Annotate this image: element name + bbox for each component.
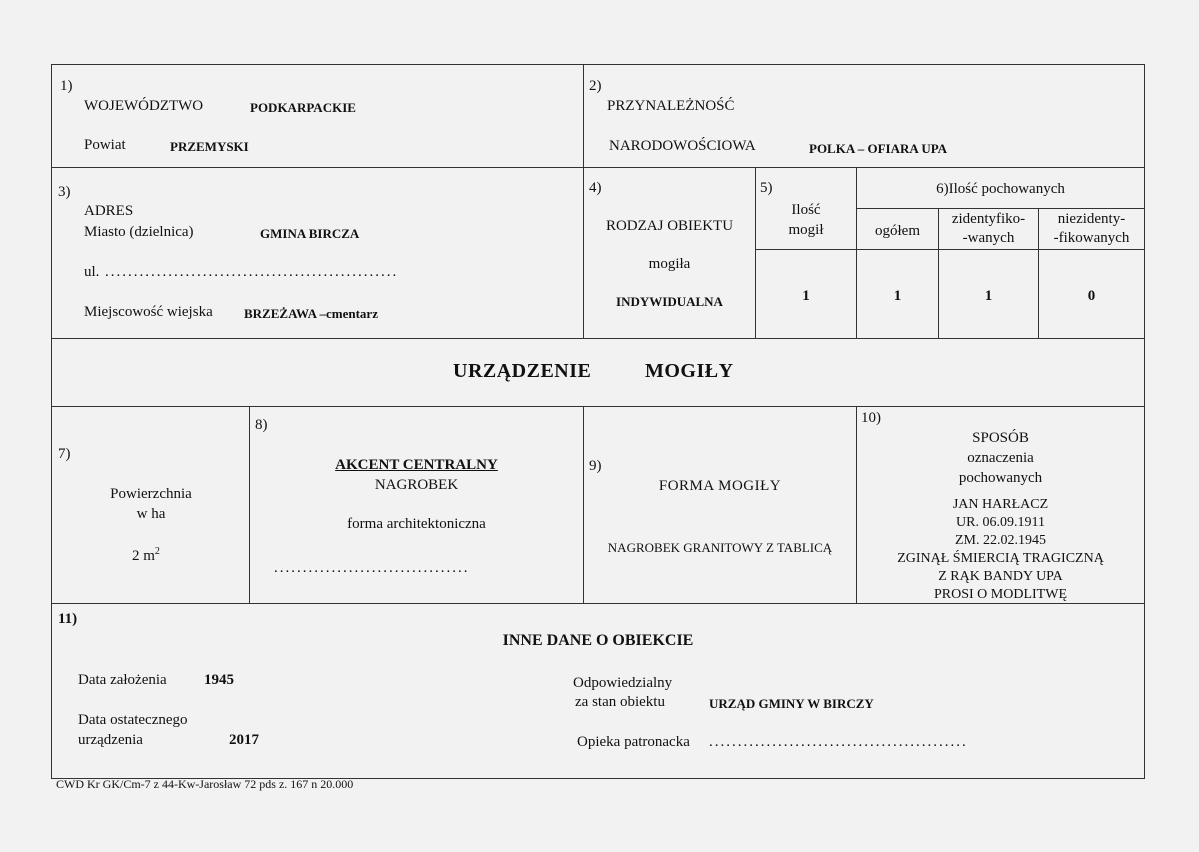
- ul-dots: ...................................................: [105, 264, 399, 280]
- powierzchnia-line1: Powierzchnia: [110, 486, 192, 502]
- section4-number: 4): [589, 180, 602, 196]
- section11-number: 11): [58, 611, 78, 627]
- col-divider-8-9: [583, 406, 584, 603]
- section8-dots: ..................................: [274, 560, 470, 576]
- row-divider-3: [52, 406, 1144, 407]
- forma-mogily-value: NAGROBEK GRANITOWY Z TABLICĄ: [607, 540, 833, 555]
- powierzchnia-number: 2 m: [132, 548, 155, 564]
- narodowosc-label-line2: NARODOWOŚCIOWA: [609, 138, 756, 154]
- powiat-label: Powiat: [84, 137, 126, 153]
- sposob-line3: pochowanych: [958, 470, 1043, 486]
- miejscowosc-value: BRZEŻAWA –cmentarz: [244, 306, 378, 321]
- adres-label: ADRES: [84, 203, 134, 219]
- pochowany-died: ZM. 22.02.1945: [955, 533, 1046, 548]
- col-ogolem: ogółem: [875, 223, 920, 239]
- section7-number: 7): [58, 446, 71, 462]
- niezidentyfikowanych-value: 0: [1087, 288, 1096, 304]
- ilosc-mogil-value: 1: [802, 288, 810, 304]
- odpowiedzialny-value: URZĄD GMINY W BIRCZY: [709, 696, 874, 711]
- powierzchnia-exponent: 2: [154, 546, 160, 557]
- miasto-label: Miasto (dzielnica): [84, 224, 194, 240]
- powierzchnia-value: [132, 543, 160, 565]
- wojewodztwo-label: WOJEWÓDZTWO: [84, 98, 204, 114]
- narodowosc-value: POLKA – OFIARA UPA: [809, 141, 948, 156]
- akcent-centralny-title: AKCENT CENTRALNY: [335, 457, 498, 473]
- col-divider-4-5: [755, 167, 756, 338]
- heading-urzadzenie: URZĄDZENIE: [453, 360, 592, 382]
- data-ostatecznego-label1: Data ostatecznego: [78, 712, 188, 728]
- wojewodztwo-value: PODKARPACKIE: [250, 100, 356, 115]
- data-zalozenia-label: Data założenia: [78, 672, 167, 688]
- section2-number: 2): [589, 78, 602, 94]
- col-divider-7-8: [249, 406, 250, 603]
- narodowosc-label-line1: PRZYNALEŻNOŚĆ: [607, 98, 735, 114]
- col-zidentyfikowanych-2: -wanych: [962, 230, 1015, 246]
- rodzaj-obiektu-label: RODZAJ OBIEKTU: [605, 218, 734, 234]
- opieka-patronacka-dots: .............................................: [709, 734, 968, 750]
- akcent-centralny-value: NAGROBEK: [374, 477, 459, 493]
- rodzaj-obiektu-value2: INDYWIDUALNA: [616, 294, 723, 309]
- section10-number: 10): [861, 410, 881, 426]
- row-divider-1: [52, 167, 1144, 168]
- pochowany-note1: ZGINĄŁ ŚMIERCIĄ TRAGICZNĄ: [897, 551, 1104, 566]
- odpowiedzialny-label2: za stan obiektu: [575, 694, 665, 710]
- powierzchnia-line2: w ha: [136, 506, 166, 522]
- rodzaj-obiektu-value1: mogiła: [648, 256, 691, 272]
- row-divider-6-sub: [755, 249, 1144, 250]
- forma-mogily-label: FORMA MOGIŁY: [658, 478, 782, 494]
- ul-label: ul.: [84, 264, 100, 280]
- pochowany-note3: PROSI O MODLITWĘ: [934, 587, 1067, 602]
- form-footer-code: CWD Kr GK/Cm-7 z 44-Kw-Jarosław 72 pds z. 167 n 20.000: [56, 777, 354, 791]
- odpowiedzialny-label1: Odpowiedzialny: [573, 675, 673, 691]
- col-divider-top: [583, 65, 584, 167]
- data-zalozenia-value: 1945: [204, 672, 234, 688]
- zidentyfikowanych-value: 1: [984, 288, 993, 304]
- ilosc-mogil-label1: Ilość: [791, 202, 821, 218]
- miejscowosc-label: Miejscowość wiejska: [84, 304, 213, 320]
- section3-number: 3): [58, 184, 71, 200]
- section5-number: 5): [760, 180, 773, 196]
- miasto-value: GMINA BIRCZA: [260, 226, 360, 241]
- forma-architektoniczna-label: forma architektoniczna: [347, 516, 486, 532]
- ilosc-mogil-label2: mogił: [788, 222, 824, 238]
- heading-mogily: MOGIŁY: [645, 360, 734, 382]
- row-divider-2: [52, 338, 1144, 339]
- section9-number: 9): [589, 458, 602, 474]
- opieka-patronacka-label: Opieka patronacka: [577, 734, 690, 750]
- section8-number: 8): [255, 417, 268, 433]
- grave-record-form: [51, 64, 1145, 779]
- col-divider-3-4: [583, 167, 584, 338]
- section1-number: 1): [60, 78, 73, 94]
- data-ostatecznego-value: 2017: [229, 732, 259, 748]
- sposob-line2: oznaczenia: [967, 450, 1034, 466]
- row-divider-6-head: [856, 208, 1144, 209]
- inne-dane-title: INNE DANE O OBIEKCIE: [502, 632, 694, 649]
- data-ostatecznego-label2: urządzenia: [78, 732, 143, 748]
- col-niezidentyfikowanych-1: niezidenty-: [1057, 211, 1126, 227]
- sposob-line1: SPOSÓB: [972, 430, 1029, 446]
- col-niezidentyfikowanych-2: -fikowanych: [1053, 230, 1130, 246]
- ilosc-pochowanych-label: 6)Ilość pochowanych: [936, 181, 1065, 197]
- pochowany-note2: Z RĄK BANDY UPA: [938, 569, 1063, 584]
- powiat-value: PRZEMYSKI: [170, 139, 249, 154]
- pochowany-born: UR. 06.09.1911: [956, 515, 1045, 530]
- col-zidentyfikowanych-1: zidentyfiko-: [951, 211, 1026, 227]
- pochowany-name: JAN HARŁACZ: [952, 497, 1049, 512]
- ogolem-value: 1: [893, 288, 902, 304]
